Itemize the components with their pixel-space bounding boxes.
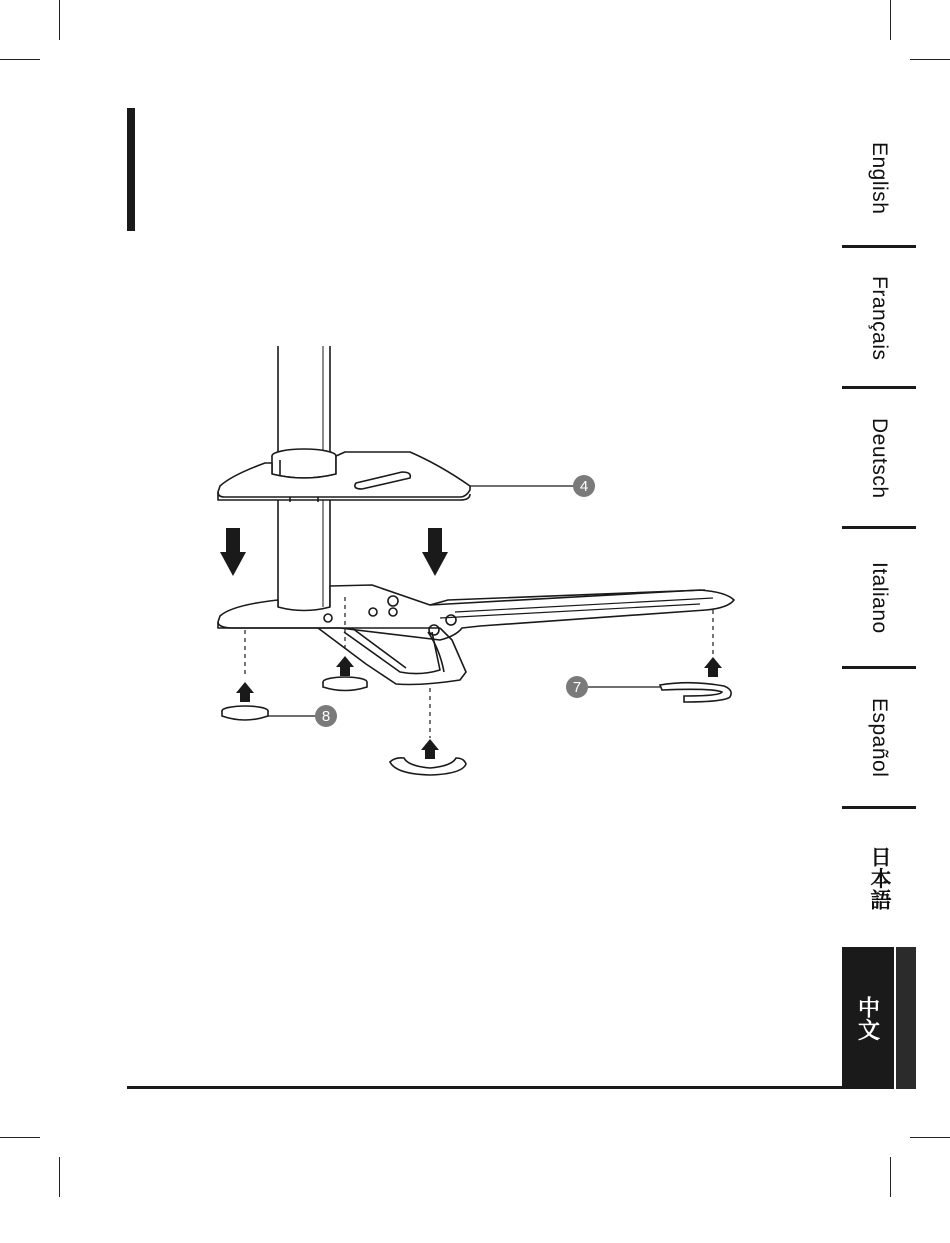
tab-divider [842,666,916,669]
tab-divider [842,806,916,809]
top-plate [218,452,470,502]
tab-label: Español [868,698,891,778]
tab-label: 中文 [855,995,881,1041]
tab-label: Français [868,275,891,361]
base-plate [218,585,734,685]
tab-chinese[interactable] [842,947,916,1089]
up-arrow-icon [236,656,722,759]
svg-text:7: 7 [572,679,582,696]
tab-label: Italiano [868,562,891,634]
pole-collar [272,449,336,478]
tab-label: English [868,141,891,215]
callout-4 [573,475,595,497]
tab-divider [842,526,916,529]
callout-7 [566,676,588,698]
tab-deutsch[interactable] [842,390,916,526]
tab-divider [842,245,916,248]
tab-italiano[interactable] [842,530,916,666]
round-pad [323,677,367,691]
tab-francais[interactable] [842,250,916,386]
round-pad [222,706,268,720]
tab-edge [894,947,916,1089]
svg-text:8: 8 [321,708,331,725]
callout-8 [315,705,337,727]
svg-text:4: 4 [579,478,589,495]
tab-english[interactable] [842,112,916,244]
down-arrow-icon [220,528,448,576]
tab-espanol[interactable] [842,670,916,806]
u-washer [660,683,731,702]
c-washer [390,758,466,775]
tab-divider [842,386,916,389]
tab-japanese[interactable] [842,810,916,946]
tab-label: 日本語 [868,845,891,911]
tab-label: Deutsch [868,417,891,499]
